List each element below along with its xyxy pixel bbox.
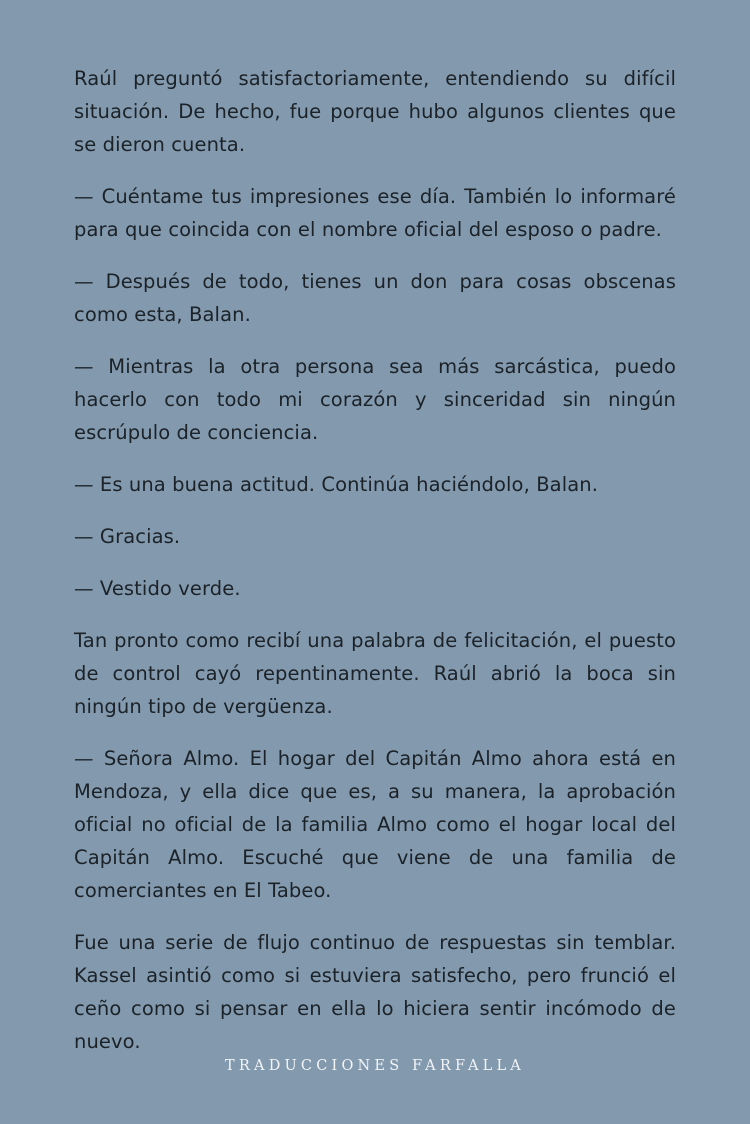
paragraph: — Gracias.: [74, 525, 181, 548]
paragraph: — Mientras la otra persona sea más sarcástica, puedo hacerlo con todo mi corazón y sinceridad sin ningún escrúpulo de conciencia.: [74, 355, 676, 444]
paragraph: Fue una serie de flujo continuo de respuestas sin temblar. Kassel asintió como si estuviera satisfecho, pero frunció el ceño como si pensar en ella lo hiciera sentir incómodo de nuevo.: [74, 931, 676, 1053]
page-footer: [74, 1058, 676, 1124]
paragraph: — Es una buena actitud. Continúa haciéndolo, Balan.: [74, 473, 599, 496]
paragraph: — Después de todo, tienes un don para cosas obscenas como esta, Balan.: [74, 270, 676, 326]
paragraph: — Vestido verde.: [74, 577, 241, 600]
translation-credit: TRADUCCIONES FARFALLA: [225, 1058, 525, 1074]
paragraph: Raúl preguntó satisfactoriamente, entendiendo su difícil situación. De hecho, fue porque hubo algunos clientes que se dieron cuenta.: [74, 67, 676, 156]
paragraph: — Cuéntame tus impresiones ese día. También lo informaré para que coincida con el nombre oficial del esposo o padre.: [74, 185, 676, 241]
paragraph: Tan pronto como recibí una palabra de felicitación, el puesto de control cayó repentinamente. Raúl abrió la boca sin ningún tipo de vergüenza.: [74, 629, 676, 718]
document-body: [74, 62, 676, 1058]
paragraph: — Señora Almo. El hogar del Capitán Almo ahora está en Mendoza, y ella dice que es, a su manera, la aprobación oficial no oficial de la familia Almo como el hogar local del Capitán Almo. Escuché que viene de una familia de comerciantes en El Tabeo.: [74, 747, 676, 902]
